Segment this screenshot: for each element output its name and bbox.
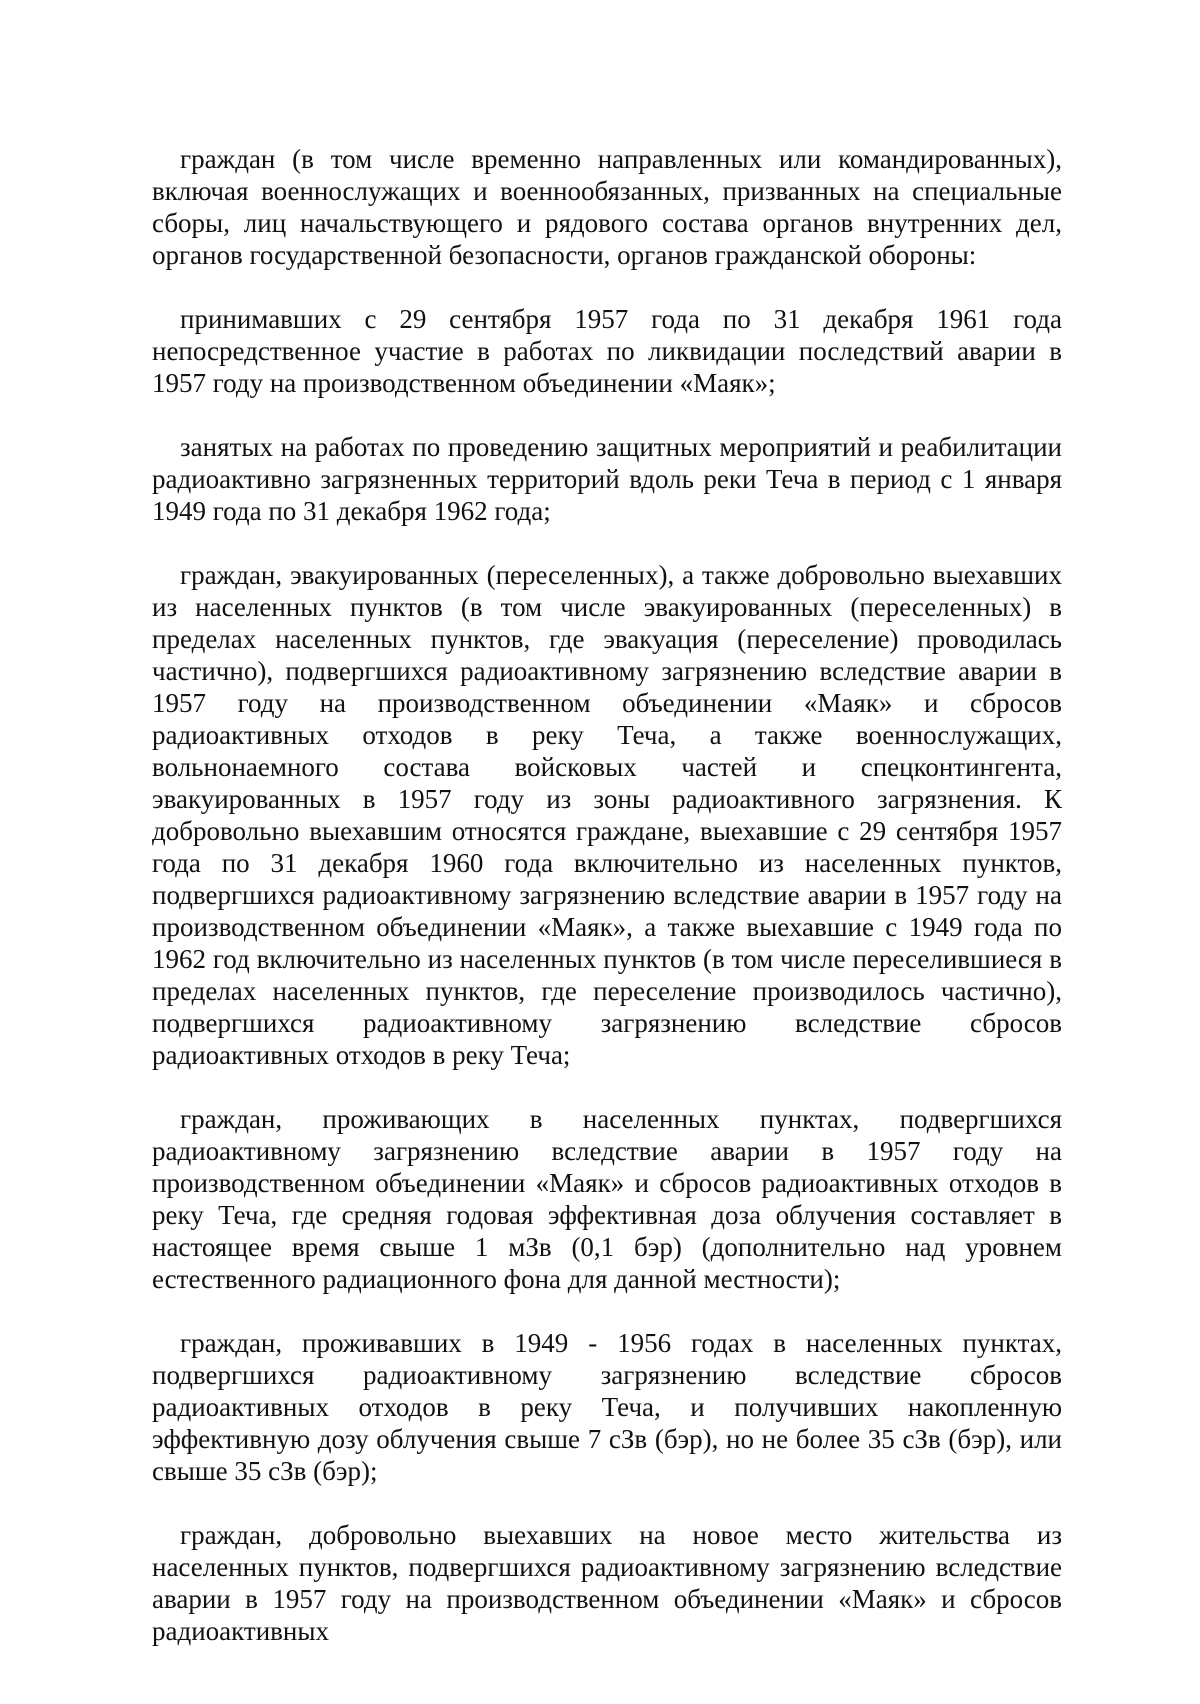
paragraph-evacuated-citizens: граждан, эвакуированных (переселенных), а также добровольно выехавших из населенных пунктов (в том числе эвакуированных (переселенных) в пределах населенных пунктов, где эвакуация (переселение) проводилась частично), подвергшихся радиоактивному загрязнению вследствие аварии в 1957 году на производственном объединении «Маяк» и сбросов радиоактивных отходов в реку Теча, а также военнослужащих, вольнонаемного состава войсковых частей и спецконтингента, эвакуированных в 1957 году из зоны радиоактивного загрязнения. К добровольно выехавшим относятся граждане, выехавшие с 29 сентября 1957 года по 31 декабря 1960 года включительно из населенных пунктов, подвергшихся радиоактивному загрязнению вследствие аварии в 1957 году на производственном объединении «Маяк», а также выехавшие с 1949 года по 1962 год включительно из населенных пунктов (в том числе переселившиеся в пределах населенных пунктов, где переселение производилось частично), подвергшихся радиоактивному загрязнению вследствие сбросов радиоактивных отходов в реку Теча; <box>152 560 1062 1070</box>
paragraph-liquidation-participants: принимавших с 29 сентября 1957 года по 31 декабря 1961 года непосредственное участие в работах по ликвидации последствий аварии в 1957 году на производственном объединении «Маяк»; <box>152 304 1062 398</box>
paragraph-citizens-intro: граждан (в том числе временно направленных или командированных), включая военнослужащих и военнообязанных, призванных на специальные сборы, лиц начальствующего и рядового состава органов внутренних дел, органов государственной безопасности, органов гражданской обороны: <box>152 144 1062 270</box>
document-body <box>152 143 1062 1647</box>
paragraph-techa-rehabilitation: занятых на работах по проведению защитных мероприятий и реабилитации радиоактивно загрязненных территорий вдоль реки Теча в период с 1 января 1949 года по 31 декабря 1962 года; <box>152 432 1062 526</box>
paragraph-1949-1956-residents: граждан, проживавших в 1949 - 1956 годах в населенных пунктах, подвергшихся радиоактивному загрязнению вследствие сбросов радиоактивных отходов в реку Теча, и получивших накопленную эффективную дозу облучения свыше 7 сЗв (бэр), но не более 35 сЗв (бэр), или свыше 35 сЗв (бэр); <box>152 1328 1062 1486</box>
paragraph-residing-citizens: граждан, проживающих в населенных пунктах, подвергшихся радиоактивному загрязнению вследствие аварии в 1957 году на производственном объединении «Маяк» и сбросов радиоактивных отходов в реку Теча, где средняя годовая эффективная доза облучения составляет в настоящее время свыше 1 мЗв (0,1 бэр) (дополнительно над уровнем естественного радиационного фона для данной местности); <box>152 1104 1062 1294</box>
paragraph-voluntarily-relocated: граждан, добровольно выехавших на новое место жительства из населенных пунктов, подвергшихся радиоактивному загрязнению вследствие аварии в 1957 году на производственном объединении «Маяк» и сбросов радиоактивных <box>152 1520 1062 1646</box>
